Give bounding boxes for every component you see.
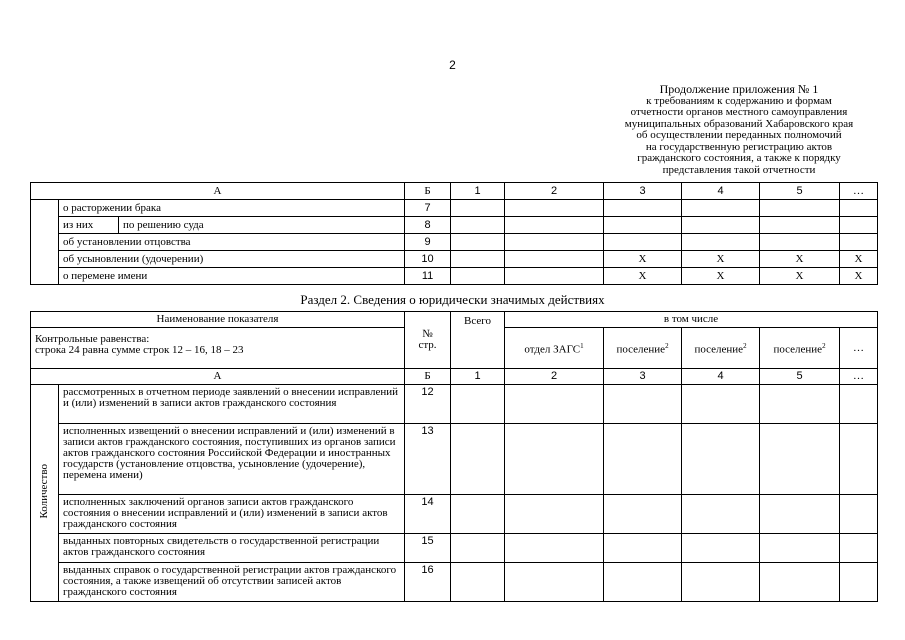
row-text: рассмотренных в отчетном периоде заявлений о внесении исправлений и (или) изменений в записи актов гражданского состояния: [59, 385, 405, 424]
cell: [682, 495, 760, 534]
cell: [604, 217, 682, 234]
table-row: [31, 268, 878, 285]
subheader-more: …: [840, 328, 878, 369]
footnote-mark: 2: [822, 341, 826, 350]
group-cell: [31, 200, 59, 285]
cell: [760, 495, 840, 534]
cell: [760, 385, 840, 424]
cell: [505, 385, 604, 424]
cell: [451, 534, 505, 563]
col-header-b: Б: [405, 183, 451, 200]
col-header-3: 3: [604, 183, 682, 200]
subheader-settlement: [604, 328, 682, 369]
row-text: выданных справок о государственной регистрации актов гражданского состояния, а также извещений об отсутствии записей актов гражданского состояния: [59, 563, 405, 602]
appendix-line: об осуществлении переданных полномочий: [636, 129, 842, 141]
cell: X: [760, 268, 840, 285]
appendix-line: к требованиям к содержанию и формам: [646, 94, 832, 107]
table-row: [31, 251, 878, 268]
indicator-name-header: Наименование показателя: [31, 312, 405, 328]
cell: [840, 563, 878, 602]
header-row: [31, 183, 878, 200]
cell: [760, 217, 840, 234]
row-number: 7: [405, 200, 451, 217]
cell: [451, 268, 505, 285]
row-number: 13: [405, 424, 451, 495]
cell: [505, 251, 604, 268]
row-number: 10: [405, 251, 451, 268]
cell: X: [604, 251, 682, 268]
line-number-header: № стр.: [405, 312, 451, 369]
group-label-cell: [31, 385, 59, 602]
appendix-line: муниципальных образований Хабаровского края: [624, 117, 854, 130]
cell: [840, 534, 878, 563]
legal-actions-table: [30, 311, 878, 602]
row-label: об установлении отцовства: [59, 234, 405, 251]
row-number: 16: [405, 563, 451, 602]
cell: [840, 217, 878, 234]
cell: [451, 251, 505, 268]
cell: [505, 534, 604, 563]
cell: [840, 234, 878, 251]
table-row: [31, 234, 878, 251]
cell: [760, 234, 840, 251]
appendix-title: Продолжение приложения № 1: [659, 82, 819, 96]
subheader-label: отдел ЗАГС: [524, 343, 581, 356]
cell: [604, 200, 682, 217]
cell: [505, 424, 604, 495]
cell: [840, 200, 878, 217]
row-label: об усыновлении (удочерении): [59, 251, 405, 268]
cell: [451, 234, 505, 251]
code-5: 5: [760, 369, 840, 385]
cell: [760, 563, 840, 602]
row-number: 15: [405, 534, 451, 563]
row-text: исполненных заключений органов записи актов гражданского состояния о внесении исправлений и (или) изменений в записи актов гражданского состояния: [59, 495, 405, 534]
footnote-mark: 2: [743, 341, 747, 350]
footnote-mark: 2: [665, 341, 669, 350]
cell: [505, 563, 604, 602]
cell: [505, 200, 604, 217]
cell: [451, 200, 505, 217]
appendix-line: отчетности органов местного самоуправления: [630, 106, 848, 118]
col-header-4: 4: [682, 183, 760, 200]
cell: [604, 534, 682, 563]
header-row: [31, 312, 878, 328]
cell: [451, 563, 505, 602]
cell: [840, 385, 878, 424]
row-label: о перемене имени: [59, 268, 405, 285]
control-equalities: [31, 328, 405, 369]
cell: X: [682, 268, 760, 285]
footnote-mark: 1: [580, 341, 584, 350]
cell: [451, 495, 505, 534]
subheader-label: поселение: [773, 343, 823, 356]
cell: [451, 217, 505, 234]
cell: [451, 424, 505, 495]
control-rule: строка 24 равна сумме строк 12 – 16, 18 – 23: [35, 344, 244, 356]
row-label: из них: [59, 217, 119, 234]
table-row: [31, 563, 878, 602]
table-row: [31, 495, 878, 534]
row-number: 8: [405, 217, 451, 234]
row-text: выданных повторных свидетельств о государственной регистрации актов гражданского состояния: [59, 534, 405, 563]
cell: [505, 268, 604, 285]
row-number: 9: [405, 234, 451, 251]
cell: [682, 200, 760, 217]
col-header-5: 5: [760, 183, 840, 200]
cell: [682, 534, 760, 563]
code-1: 1: [451, 369, 505, 385]
control-label: Контрольные равенства:: [35, 333, 150, 345]
total-header: Всего: [451, 312, 505, 369]
row-text: исполненных извещений о внесении исправлений и (или) изменений в записи актов гражданского состояния, поступивших из органов записи актов гражданского состояния Российской Федерации и иностранных государств (установление отцовства, усыновление (удочерение), перемена имени): [59, 424, 405, 495]
cell: X: [840, 268, 878, 285]
code-3: 3: [604, 369, 682, 385]
cell: [604, 563, 682, 602]
subheader-label: поселение: [694, 343, 744, 356]
appendix-header: [594, 84, 884, 176]
col-header-2: 2: [505, 183, 604, 200]
row-sublabel: по решению суда: [119, 217, 405, 234]
cell: [505, 217, 604, 234]
cell: X: [682, 251, 760, 268]
cell: [505, 495, 604, 534]
cell: [682, 563, 760, 602]
subheader-zags: [505, 328, 604, 369]
cell: [840, 424, 878, 495]
code-4: 4: [682, 369, 760, 385]
subheader-settlement: [760, 328, 840, 369]
page-number: 2: [449, 58, 456, 72]
row-label: о расторжении брака: [59, 200, 405, 217]
cell: [760, 200, 840, 217]
cell: [604, 495, 682, 534]
table-row: [31, 385, 878, 424]
cell: [505, 234, 604, 251]
cell: [604, 234, 682, 251]
subheader-settlement: [682, 328, 760, 369]
row-number: 12: [405, 385, 451, 424]
appendix-line: на государственную регистрацию актов: [645, 140, 833, 153]
row-number: 11: [405, 268, 451, 285]
code-2: 2: [505, 369, 604, 385]
cell: [451, 385, 505, 424]
subheader-label: поселение: [616, 343, 666, 356]
cell: [682, 217, 760, 234]
cell: [682, 385, 760, 424]
code-b: Б: [405, 369, 451, 385]
col-header-more: …: [840, 183, 878, 200]
cell: [760, 424, 840, 495]
code-a: А: [31, 369, 405, 385]
col-header-a: А: [31, 183, 405, 200]
cell: X: [604, 268, 682, 285]
cell: [760, 534, 840, 563]
cell: X: [760, 251, 840, 268]
cell: [682, 234, 760, 251]
table-row: [31, 534, 878, 563]
appendix-line: гражданского состояния, а также к порядку: [637, 152, 841, 164]
including-header: в том числе: [505, 312, 878, 328]
group-label: Количество: [38, 464, 50, 519]
table-row: [31, 217, 878, 234]
section-title: Раздел 2. Сведения о юридически значимых действиях: [300, 292, 605, 307]
table-row: [31, 200, 878, 217]
continuation-table: [30, 182, 878, 285]
cell: [604, 385, 682, 424]
cell: X: [840, 251, 878, 268]
cell: [682, 424, 760, 495]
col-header-1: 1: [451, 183, 505, 200]
code-more: …: [840, 369, 878, 385]
table-row: [31, 424, 878, 495]
cell: [604, 424, 682, 495]
row-number: 14: [405, 495, 451, 534]
cell: [840, 495, 878, 534]
appendix-line: представления такой отчетности: [662, 163, 816, 176]
code-row: [31, 369, 878, 385]
